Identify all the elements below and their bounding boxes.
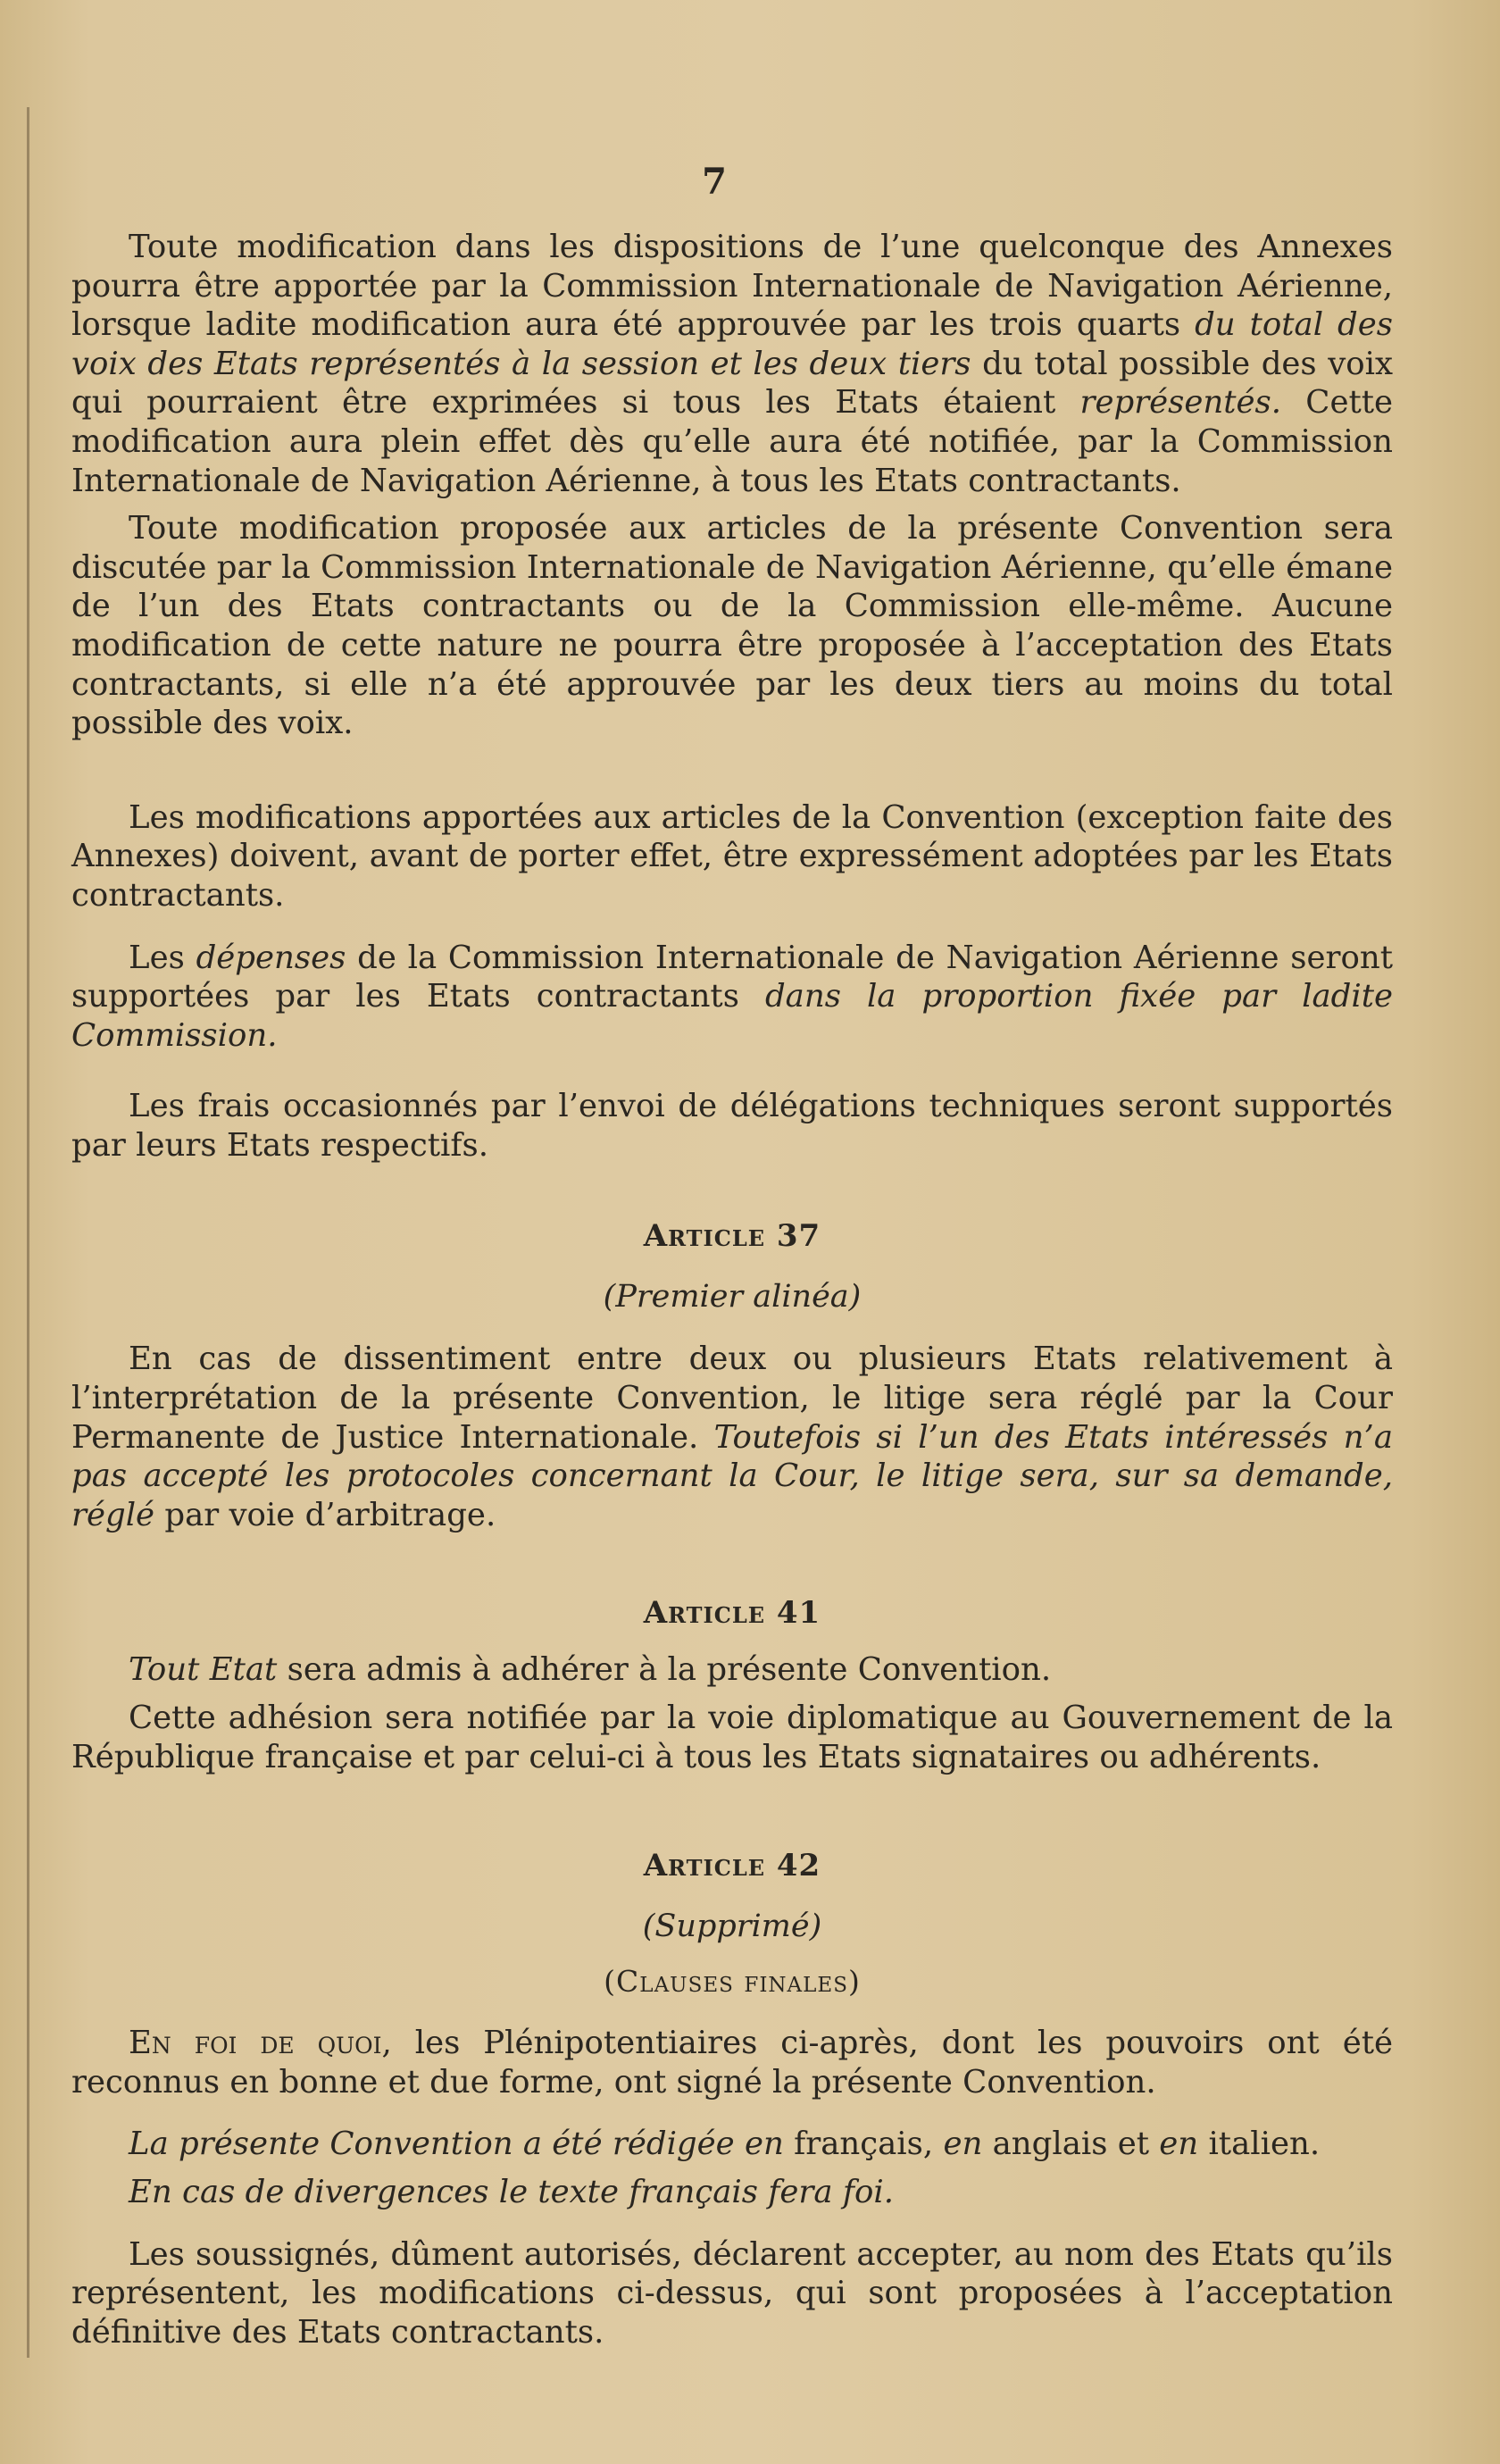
binding-edge-line: [27, 107, 29, 2358]
text-run: de la Commission Internationale de Navigation Aérienne seront supportées par les Etats contractants: [71, 939, 1393, 1015]
paragraph-dispute-settlement: [71, 1340, 1393, 1534]
paragraph-adhesion: [71, 1650, 1393, 1690]
article-37-subheading: (Premier alinéa): [603, 1279, 862, 1316]
text-run: En cas de divergences le texte français fera foi.: [129, 2174, 894, 2210]
text-run: Cette modification aura plein effet dès qu’elle aura été notifiée, par la Commission Internationale de Navigation Aérienne, à tous les Etats contractants.: [71, 384, 1393, 499]
document-body: [71, 228, 1393, 2351]
text-run: italien.: [1198, 2126, 1321, 2163]
article-42-subheading: (Supprimé): [642, 1909, 822, 1945]
paragraph-convention-modification: [71, 509, 1393, 743]
text-run: Toute modification dans les dispositions de l’une quelconque des Annexes pourra être apportée par la Commission Internationale de Navigation Aérienne, lorsque ladite modification aura été approuvée par les trois quarts: [71, 229, 1393, 344]
paragraph-undersigned: [71, 2235, 1393, 2352]
text-run: Les soussignés, dûment autorisés, déclarent accepter, au nom des Etats qu’ils représentent, les modifications ci-dessus, qui sont proposées à l’acceptation définitive des Etats contractants.: [71, 2235, 1393, 2351]
text-run: anglais et: [982, 2126, 1160, 2163]
text-run: en: [943, 2126, 983, 2163]
article-37-heading: Article 37: [643, 1218, 821, 1255]
paragraph-delegation-costs: [71, 1087, 1393, 1165]
text-run: Cette adhésion sera notifiée par la voie diplomatique au Gouvernement de la République française et par celui-ci à tous les Etats signataires ou adhérents.: [71, 1700, 1393, 1775]
paragraph-authoritative-text: [71, 2173, 1393, 2212]
paragraph-modification-adoption: [71, 798, 1393, 915]
paragraph-commission-expenses: [71, 939, 1393, 1056]
text-run: , les Plénipotentiaires ci-après, dont les pouvoirs ont été reconnus en bonne et due forme, ont signé la présente Convention.: [71, 2025, 1393, 2101]
paragraph-languages: [71, 2125, 1393, 2164]
text-run: dépenses: [196, 939, 346, 976]
text-run: Les frais occasionnés par l’envoi de délégations techniques seront supportés par leurs Etats respectifs.: [71, 1088, 1393, 1164]
final-clauses-heading: (Clauses finales): [604, 1964, 861, 2000]
text-run: En foi de quoi: [129, 2025, 382, 2062]
text-run: représentés.: [1079, 384, 1282, 422]
text-run: sera admis à adhérer à la présente Convention.: [277, 1651, 1052, 1689]
text-run: du total des voix des Etats représentés à la session et les deux tiers: [71, 306, 1393, 382]
text-run: Les modifications apportées aux articles de la Convention (exception faite des Annexes) doivent, avant de porter effet, être expressément adoptées par les Etats contractants.: [71, 798, 1393, 914]
paragraph-in-witness: [71, 2024, 1393, 2101]
page-number: 7: [702, 161, 727, 203]
text-run: La présente Convention a été rédigée en: [129, 2126, 784, 2163]
paragraph-adhesion-notification: [71, 1699, 1393, 1776]
text-run: Toutefois si l’un des Etats intéressés n’a pas accepté les protocoles concernant la Cour, le litige sera, sur sa demande, réglé: [71, 1418, 1393, 1533]
text-run: par voie d’arbitrage.: [154, 1496, 496, 1533]
text-run: Toute modification proposée aux articles de la présente Convention sera discutée par la Commission Internationale de Navigation Aérienne, qu’elle émane de l’un des Etats contractants ou de la Commission elle-même. Aucune modification de cette nature ne pourra être proposée à l’acceptation des Etats contractants, si elle n’a été approuvée par les deux tiers au moins du total possible des voix.: [71, 510, 1393, 742]
text-run: En cas de dissentiment entre deux ou plusieurs Etats relativement à l’interprétation de la présente Convention, le litige sera réglé par la Cour Permanente de Justice Internationale.: [71, 1341, 1393, 1456]
article-41-heading: Article 41: [643, 1595, 821, 1632]
text-run: en: [1159, 2126, 1199, 2163]
text-run: dans la proportion fixée par ladite Commission.: [71, 978, 1393, 1054]
text-run: du total possible des voix qui pourraient être exprimées si tous les Etats étaient: [71, 345, 1393, 422]
text-run: Tout Etat: [129, 1651, 278, 1689]
text-run: français,: [783, 2126, 944, 2163]
paragraph-annex-modification: [71, 228, 1393, 500]
article-42-heading: Article 42: [643, 1848, 821, 1884]
text-run: Les: [129, 939, 196, 976]
